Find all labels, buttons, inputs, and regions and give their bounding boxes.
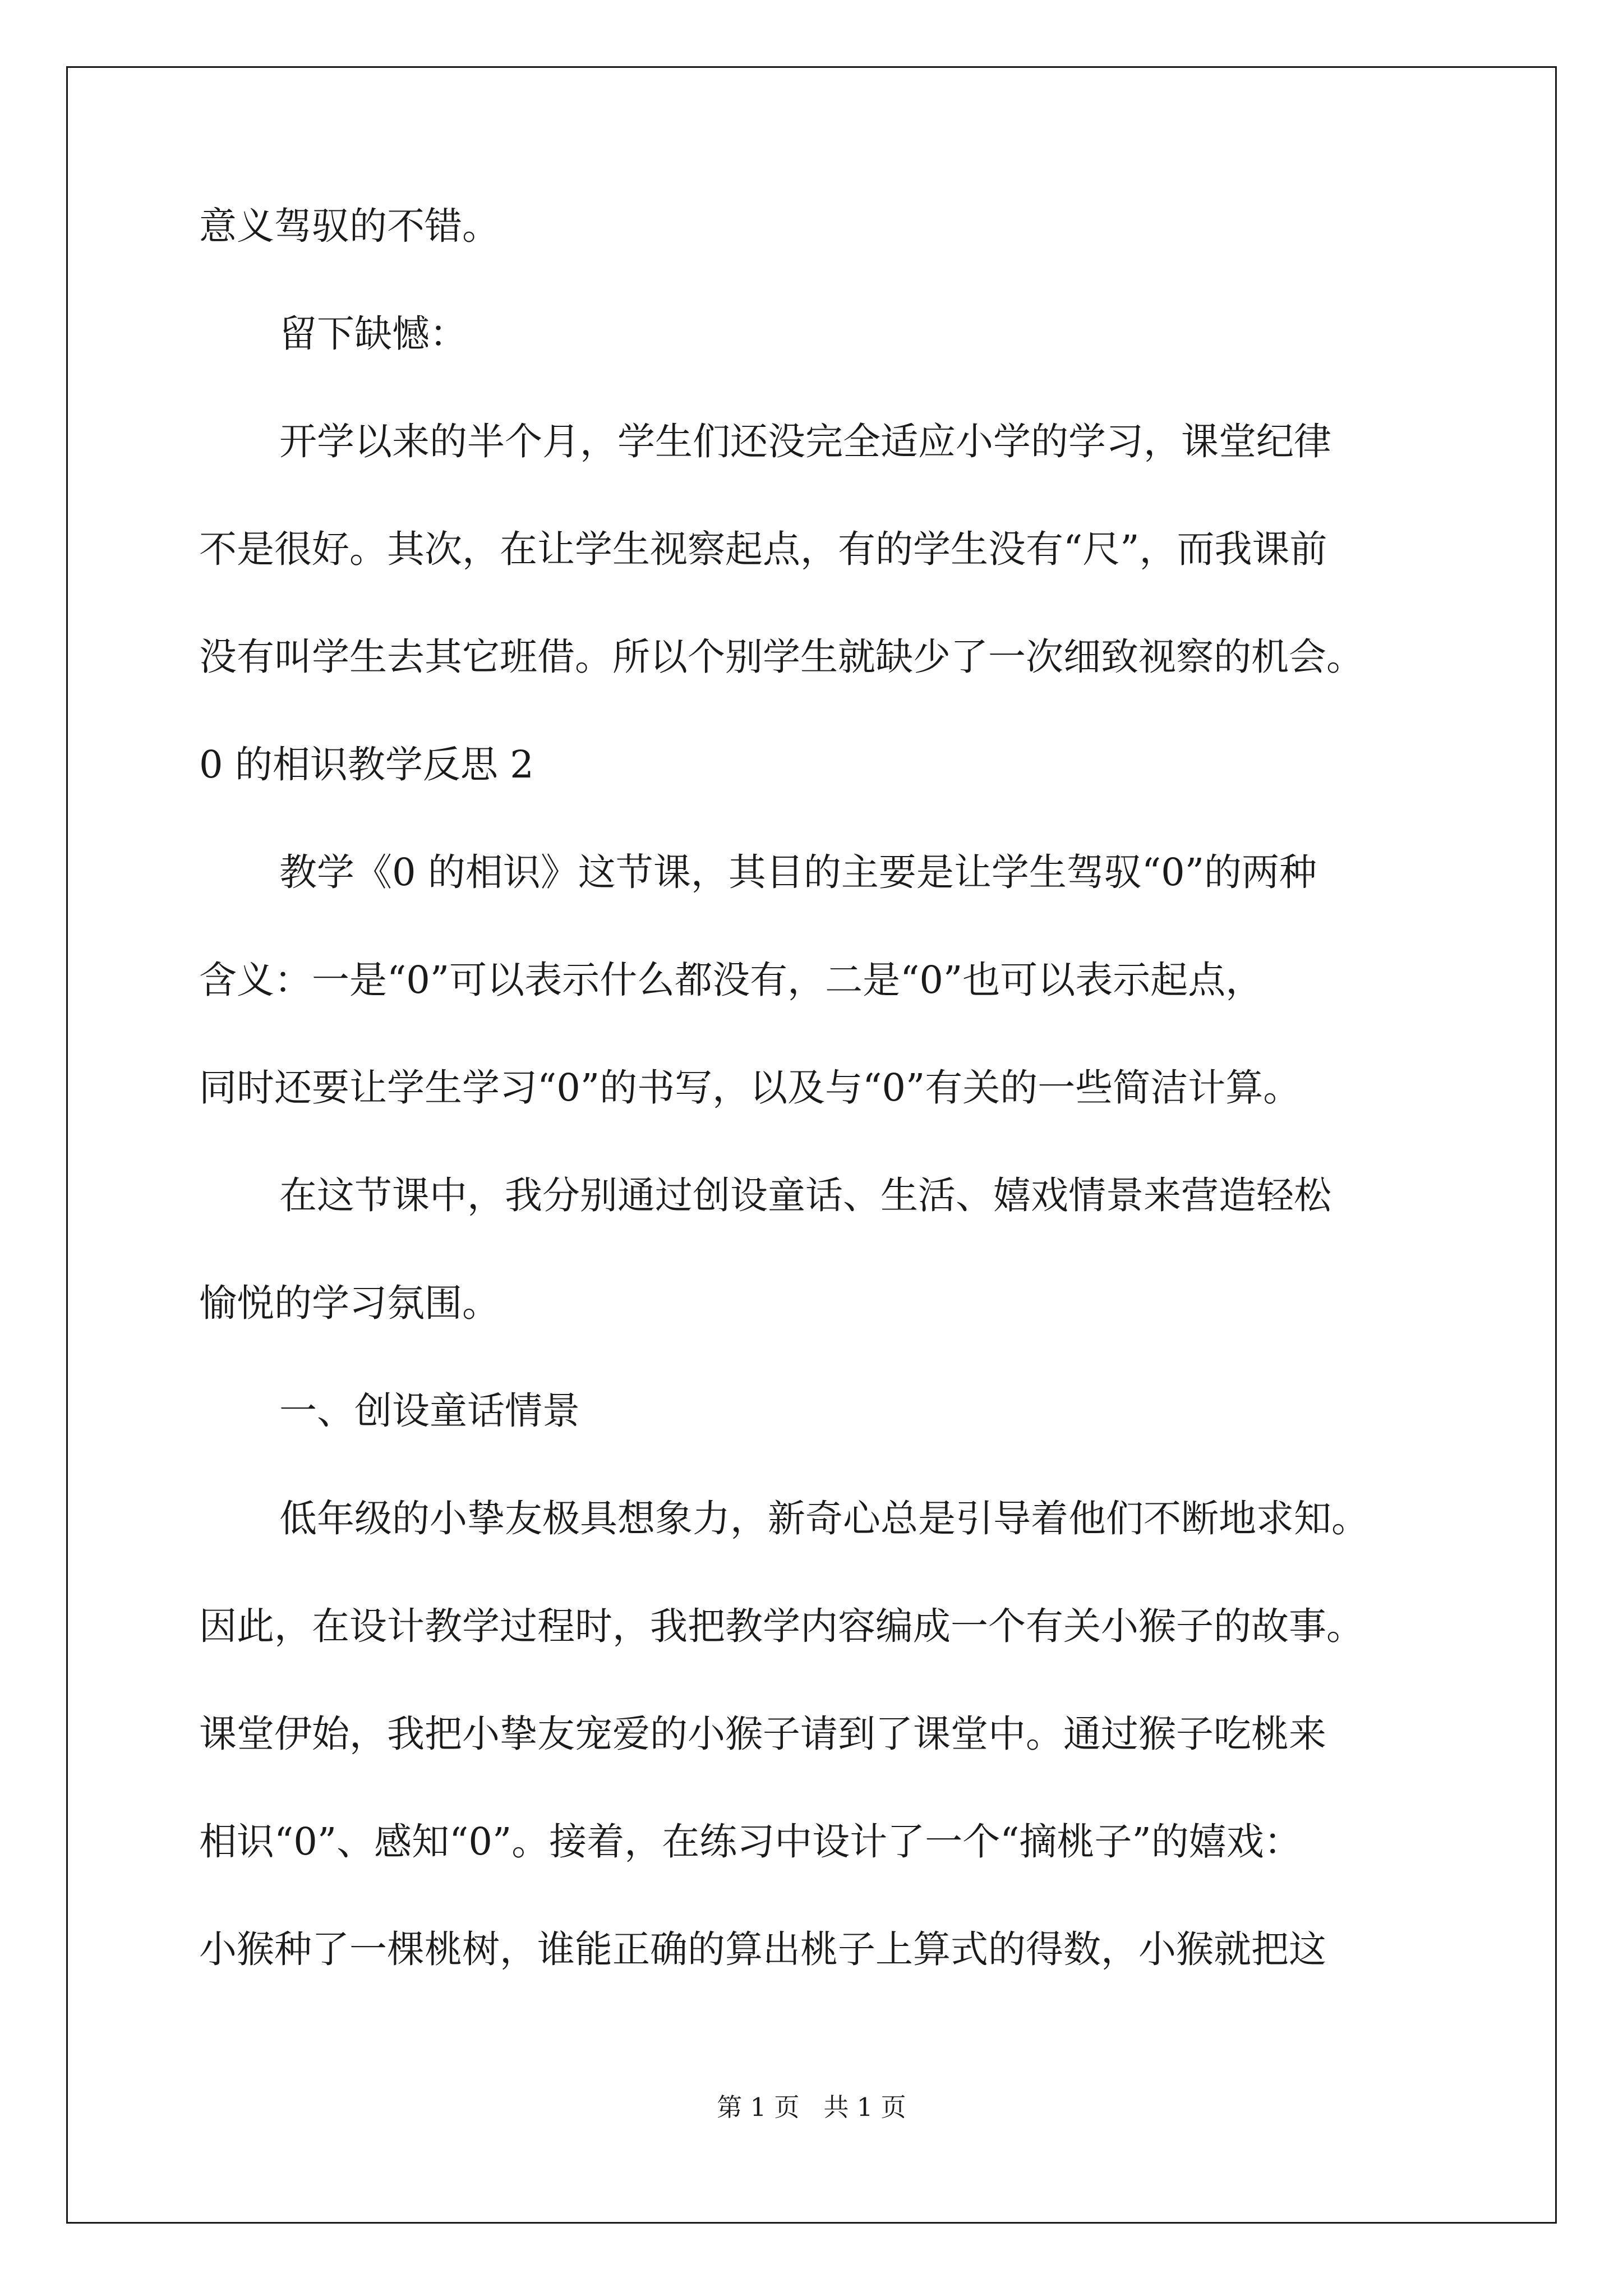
text-line: 在这节课中，我分别通过创设童话、生活、嬉戏情景来营造轻松 <box>279 1174 1331 1217</box>
text-line: 含义：一是“0”可以表示什么都没有，二是“0”也可以表示起点， <box>199 958 1264 1002</box>
text-line: 不是很好。其次，在让学生视察起点，有的学生没有“尺”，而我课前 <box>199 527 1327 571</box>
text-line: 意义驾驭的不错。 <box>199 204 500 248</box>
page-footer: 第 1 页 共 1 页 <box>717 2092 906 2122</box>
text-line: 课堂伊始，我把小挚友宠爱的小猴子请到了课堂中。通过猴子吃桃来 <box>199 1712 1326 1756</box>
text-line: 相识“0”、感知“0”。接着，在练习中设计了一个“摘桃子”的嬉戏： <box>199 1820 1302 1864</box>
text-line: 没有叫学生去其它班借。所以个别学生就缺少了一次细致视察的机会。 <box>199 635 1364 679</box>
text-line: 小猴种了一棵桃树，谁能正确的算出桃子上算式的得数，小猴就把这 <box>199 1927 1326 1971</box>
text-line: 开学以来的半个月，学生们还没完全适应小学的学习，课堂纪律 <box>279 420 1331 463</box>
text-line: 教学《0 的相识》这节课，其目的主要是让学生驾驭“0”的两种 <box>279 850 1317 894</box>
text-line: 一、创设童话情景 <box>279 1389 580 1433</box>
text-line: 0 的相识教学反思 2 <box>199 743 534 786</box>
text-line: 愉悦的学习氛围。 <box>199 1281 500 1325</box>
text-line: 因此，在设计教学过程时，我把教学内容编成一个有关小猴子的故事。 <box>199 1604 1364 1648</box>
text-line: 同时还要让学生学习“0”的书写，以及与“0”有关的一些简洁计算。 <box>199 1066 1301 1110</box>
page-border <box>66 66 1557 2224</box>
text-line: 留下缺憾： <box>279 312 467 356</box>
text-line: 低年级的小挚友极具想象力，新奇心总是引导着他们不断地求知。 <box>279 1497 1369 1540</box>
